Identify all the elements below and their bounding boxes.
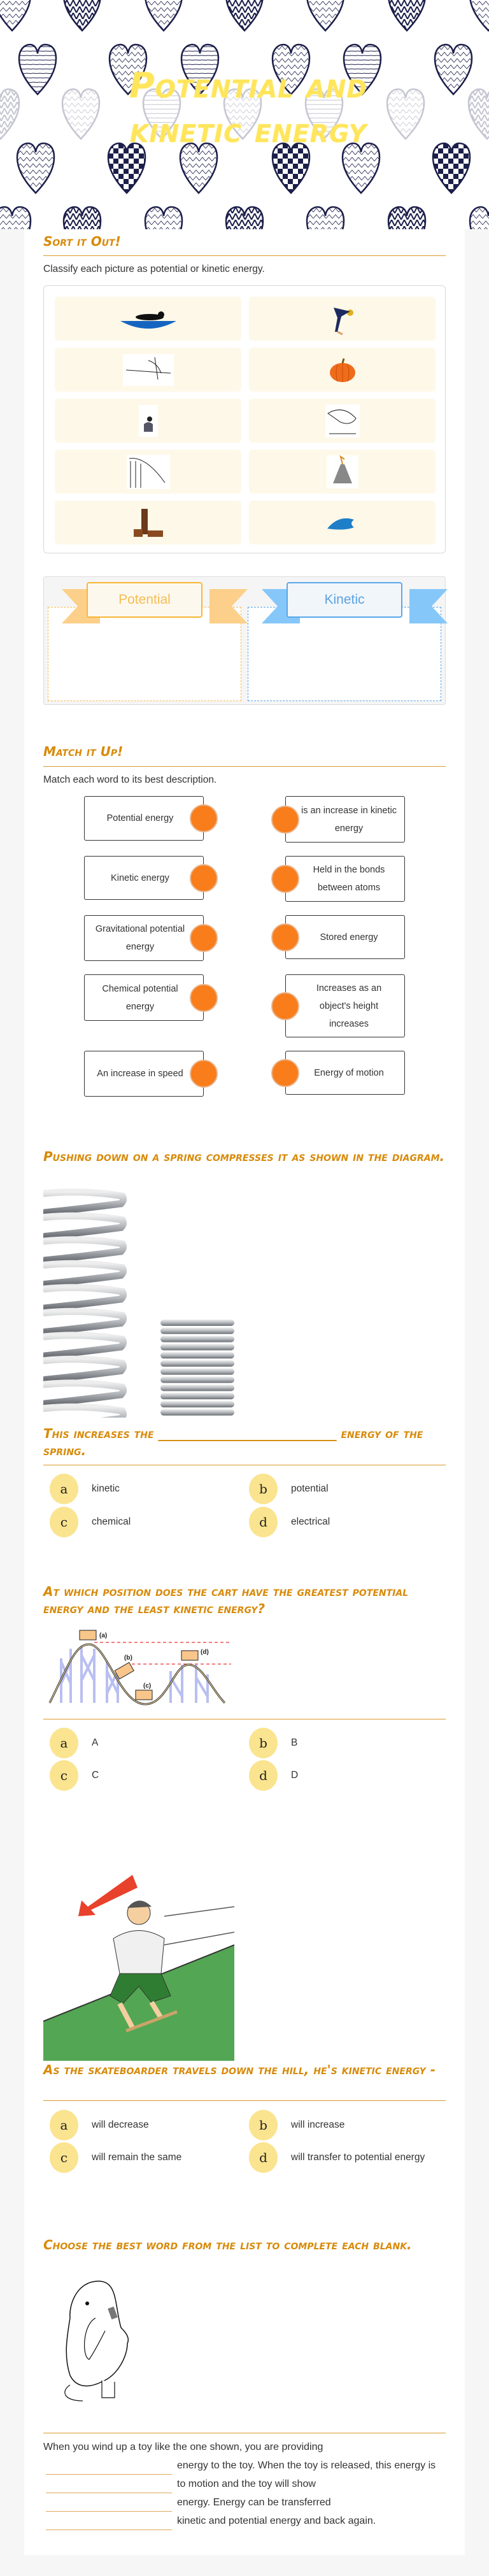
q4-heading: Choose the best word from the list to complete each blank.	[43, 2237, 412, 2252]
spring-coil	[45, 1192, 124, 1213]
option-text: A	[92, 1737, 99, 1748]
heart-icon	[64, 0, 101, 31]
ribbon-tail-icon	[409, 589, 448, 623]
pumpkin-icon	[329, 357, 357, 383]
match-connector-dot[interactable]	[190, 984, 218, 1012]
diagram-label-a: (a)	[99, 1632, 108, 1639]
spring-coil	[160, 1328, 234, 1334]
paragraph-text: energy to the toy. When the toy is released, this energy is	[177, 2460, 436, 2471]
hero-banner	[0, 0, 489, 229]
spring-coil	[45, 1383, 124, 1404]
sort-buckets	[43, 576, 446, 705]
option-letter-badge[interactable]: c	[50, 2142, 78, 2173]
spring-coil	[45, 1311, 124, 1332]
heart-icon	[145, 0, 182, 31]
page-title: Potential and kinetic energy	[129, 66, 367, 150]
divider	[43, 766, 446, 767]
sort-items-area	[43, 285, 446, 553]
divider	[43, 2100, 446, 2101]
match-connector-dot[interactable]	[271, 806, 299, 834]
q2-heading: At which position does the cart have the greatest potential energy and the least kinetic energy?	[43, 1584, 409, 1616]
paragraph-text: energy. Energy can be transferred	[177, 2497, 331, 2508]
option-text: chemical	[92, 1516, 131, 1527]
heart-icon	[433, 143, 470, 193]
wind-up-toy-image	[57, 2280, 159, 2404]
match-connector-dot[interactable]	[271, 992, 299, 1020]
diver-icon	[329, 302, 357, 336]
match-term[interactable]: An increase in speed	[84, 1051, 204, 1097]
volcano-icon	[327, 455, 358, 488]
option-text: kinetic	[92, 1483, 120, 1494]
option-text: will transfer to potential energy	[291, 2152, 425, 2163]
spring-coil	[45, 1335, 124, 1356]
heart-icon	[388, 207, 425, 229]
spring-coil	[160, 1352, 234, 1358]
diagram-label-c: (c)	[143, 1683, 152, 1690]
spring-coil	[160, 1401, 234, 1407]
match-heading: Match it Up!	[43, 744, 124, 759]
option-letter-badge[interactable]: b	[249, 2110, 278, 2140]
sort-card[interactable]	[249, 297, 436, 341]
match-description[interactable]: Energy of motion	[285, 1051, 405, 1095]
crouching-person-icon	[139, 405, 158, 437]
option-letter-badge[interactable]: b	[249, 1474, 278, 1504]
ribbon-tail-icon	[209, 589, 248, 623]
heart-icon	[435, 45, 472, 94]
option-text: will remain the same	[92, 2152, 182, 2163]
option-letter-badge[interactable]: a	[50, 1728, 78, 1758]
option-letter-badge[interactable]: d	[249, 1760, 278, 1791]
blank-input-1[interactable]	[46, 2458, 172, 2475]
option-text: will increase	[291, 2119, 345, 2130]
paragraph-text: kinetic and potential energy and back again.	[177, 2516, 376, 2526]
heart-icon	[0, 89, 19, 139]
spring-coil	[45, 1407, 124, 1418]
match-connector-dot[interactable]	[190, 924, 218, 952]
potential-label: Potential	[87, 582, 202, 618]
heart-icon	[469, 89, 489, 139]
spring-coil	[45, 1240, 124, 1260]
paragraph-text: When you wind up a toy like the one shown, you are providing	[43, 2442, 323, 2452]
match-description[interactable]: Stored energy	[285, 915, 405, 959]
sort-card[interactable]	[55, 399, 241, 443]
heart-icon	[64, 207, 101, 229]
roller-coaster-diagram	[43, 1626, 234, 1709]
sort-card[interactable]	[55, 450, 241, 494]
heart-icon	[19, 45, 56, 94]
batteries-icon	[131, 506, 166, 539]
sort-card[interactable]	[249, 348, 436, 392]
option-text: B	[291, 1737, 298, 1748]
match-description[interactable]: Held in the bonds between atoms	[285, 856, 405, 902]
match-term[interactable]: Gravitational potential energy	[84, 915, 204, 961]
sort-instruction: Classify each picture as potential or kinetic energy.	[43, 264, 265, 274]
option-text: D	[291, 1770, 299, 1781]
option-text: C	[92, 1770, 99, 1781]
blank-input-4[interactable]	[46, 2514, 172, 2530]
match-term[interactable]: Potential energy	[84, 796, 204, 841]
spring-coil	[160, 1377, 234, 1383]
option-text: potential	[291, 1483, 329, 1494]
sort-card[interactable]	[249, 450, 436, 494]
heart-icon	[307, 0, 344, 31]
diagram-label-b: (b)	[124, 1654, 132, 1662]
spring-coil	[45, 1288, 124, 1308]
spring-coil	[160, 1320, 234, 1326]
match-term[interactable]: Kinetic energy	[84, 856, 204, 900]
heart-icon	[307, 207, 344, 229]
option-letter-badge[interactable]: c	[50, 1507, 78, 1537]
option-letter-badge[interactable]: b	[249, 1728, 278, 1758]
match-instruction: Match each word to its best description.	[43, 774, 217, 785]
heart-icon	[470, 0, 489, 31]
spring-coil	[160, 1336, 234, 1342]
spring-coil	[160, 1360, 234, 1367]
q3-heading: As the skateboarder travels down the hill, he's kinetic energy -	[43, 2062, 436, 2077]
spring-coil	[45, 1216, 124, 1236]
option-letter-badge[interactable]: a	[50, 2110, 78, 2140]
heart-icon	[0, 207, 31, 229]
q1-question: This increases the ____________________________ energy of the spring.	[43, 1426, 423, 1458]
heart-icon	[145, 207, 182, 229]
option-text: electrical	[291, 1516, 330, 1527]
blank-input-3[interactable]	[46, 2495, 172, 2512]
heart-icon	[17, 143, 54, 193]
divider	[43, 255, 446, 256]
sort-card[interactable]	[55, 297, 241, 341]
heart-icon	[62, 89, 99, 139]
sort-card[interactable]	[55, 501, 241, 544]
blank-input-2[interactable]	[46, 2477, 172, 2493]
spring-coil	[160, 1409, 234, 1416]
match-connector-dot[interactable]	[190, 1060, 218, 1088]
heart-icon	[470, 207, 489, 229]
sort-card[interactable]	[249, 399, 436, 443]
option-letter-badge[interactable]: d	[249, 2142, 278, 2173]
match-connector-dot[interactable]	[190, 804, 218, 832]
match-term[interactable]: Chemical potential energy	[84, 974, 204, 1021]
roller-coaster-icon	[127, 455, 170, 489]
match-connector-dot[interactable]	[190, 864, 218, 892]
swimmer-icon	[119, 303, 178, 335]
spring-coil	[160, 1393, 234, 1399]
leaping-fish-icon	[325, 404, 360, 438]
spring-coil	[160, 1369, 234, 1375]
match-description[interactable]: is an increase in kinetic energy	[285, 796, 405, 843]
heart-icon	[226, 207, 263, 229]
spring-coil	[45, 1263, 124, 1284]
spring-coil	[160, 1384, 234, 1391]
diagram-label-d: (d)	[201, 1649, 209, 1656]
match-description[interactable]: Increases as an object's height increases	[285, 974, 405, 1037]
springs-diagram	[43, 1188, 234, 1418]
match-connector-dot[interactable]	[271, 923, 299, 951]
skier-icon	[123, 354, 174, 386]
paragraph-text: to motion and the toy will show	[177, 2479, 316, 2489]
q1-heading: Pushing down on a spring compresses it as shown in the diagram.	[43, 1149, 445, 1164]
heart-icon	[226, 0, 263, 31]
match-connector-dot[interactable]	[271, 865, 299, 893]
sort-card[interactable]	[55, 348, 241, 392]
wave-icon	[326, 513, 359, 532]
kinetic-label: Kinetic	[287, 582, 402, 618]
match-connector-dot[interactable]	[271, 1059, 299, 1087]
sort-card[interactable]	[249, 501, 436, 544]
heart-icon	[0, 0, 31, 31]
option-letter-badge[interactable]: a	[50, 1474, 78, 1504]
option-letter-badge[interactable]: c	[50, 1760, 78, 1791]
spring-coil	[160, 1344, 234, 1350]
skateboarder-image	[43, 1837, 234, 2061]
heart-icon	[388, 0, 425, 31]
option-text: will decrease	[92, 2119, 149, 2130]
sort-heading: Sort it Out!	[43, 234, 121, 249]
option-letter-badge[interactable]: d	[249, 1507, 278, 1537]
fill-in-paragraph	[43, 2438, 451, 2530]
spring-coil	[45, 1359, 124, 1379]
